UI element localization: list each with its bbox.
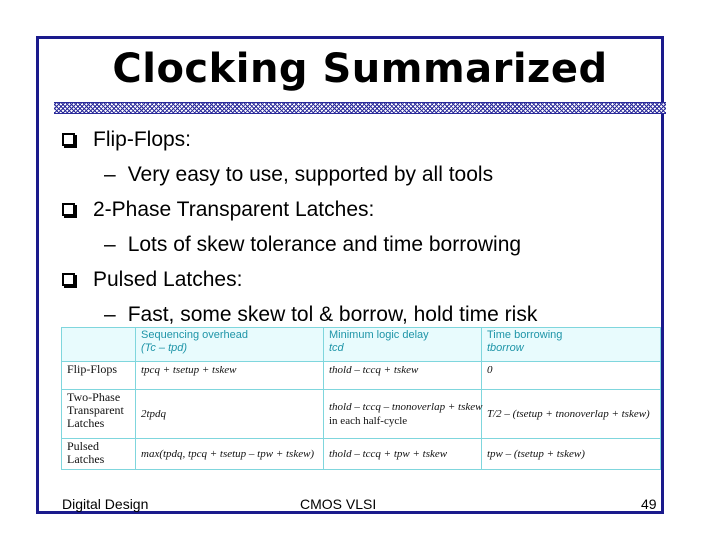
table-row <box>62 361 661 390</box>
min-logic-delay-cell: thold – tccq + tskew <box>324 361 482 390</box>
min-logic-delay-formula: thold – tccq – tnonoverlap + tskew <box>329 401 483 414</box>
header-subtext: tcd <box>329 342 344 354</box>
comparison-table-wrapper <box>61 327 660 470</box>
header-text: Minimum logic delay <box>329 329 429 341</box>
title-divider <box>54 102 666 114</box>
sequencing-overhead-cell: tpcq + tsetup + tskew <box>136 361 324 390</box>
dash-icon: – <box>104 233 116 256</box>
row-label: Two-Phase Transparent Latches <box>62 390 136 439</box>
sequencing-overhead-cell: 2tpdq <box>136 390 324 439</box>
bullet-label: Flip-Flops: <box>93 128 192 151</box>
sub-bullet-text: Fast, some skew tol & borrow, hold time risk <box>127 303 538 326</box>
dash-icon: – <box>104 163 116 186</box>
min-logic-delay-note: in each half-cycle <box>329 415 408 428</box>
checkbox-bullet-icon <box>62 273 75 286</box>
sub-bullet-text: Very easy to use, supported by all tools <box>127 163 494 186</box>
row-label: Pulsed Latches <box>62 439 136 470</box>
slide-title: Clocking Summarized <box>112 46 608 92</box>
footer-course: Digital Design <box>62 496 149 512</box>
time-borrowing-cell: 0 <box>482 361 661 390</box>
header-time-borrowing <box>482 328 661 362</box>
time-borrowing-cell: tpw – (tsetup + tskew) <box>482 439 661 470</box>
sub-bullet-item <box>62 227 662 262</box>
header-text: Sequencing overhead <box>141 329 249 341</box>
min-logic-delay-cell <box>324 390 482 439</box>
header-subtext: (Tc – tpd) <box>141 342 188 354</box>
checkbox-bullet-icon <box>62 133 75 146</box>
table-row <box>62 390 661 439</box>
sub-bullet-text: Lots of skew tolerance and time borrowing <box>127 233 522 256</box>
bullet-item <box>62 262 662 297</box>
sequencing-overhead-cell: max(tpdq, tpcq + tsetup – tpw + tskew) <box>136 439 324 470</box>
header-min-logic-delay <box>324 328 482 362</box>
checkbox-bullet-icon <box>62 203 75 216</box>
bullet-list <box>62 122 662 332</box>
table-header-row <box>62 328 661 362</box>
dash-icon: – <box>104 303 116 326</box>
sub-bullet-item <box>62 157 662 192</box>
bullet-item <box>62 192 662 227</box>
min-logic-delay-cell: thold – tccq + tpw + tskew <box>324 439 482 470</box>
header-sequencing-overhead <box>136 328 324 362</box>
bullet-label: Pulsed Latches: <box>93 268 243 291</box>
table-row <box>62 439 661 470</box>
header-subtext: tborrow <box>487 342 524 354</box>
comparison-table <box>61 327 661 470</box>
footer-title: CMOS VLSI <box>300 496 377 512</box>
time-borrowing-cell: T/2 – (tsetup + tnonoverlap + tskew) <box>482 390 661 439</box>
page-number: 49 <box>641 496 657 512</box>
bullet-label: 2-Phase Transparent Latches: <box>93 198 375 221</box>
bullet-item <box>62 122 662 157</box>
header-empty <box>62 328 136 362</box>
row-label: Flip-Flops <box>62 361 136 390</box>
header-text: Time borrowing <box>487 329 563 341</box>
